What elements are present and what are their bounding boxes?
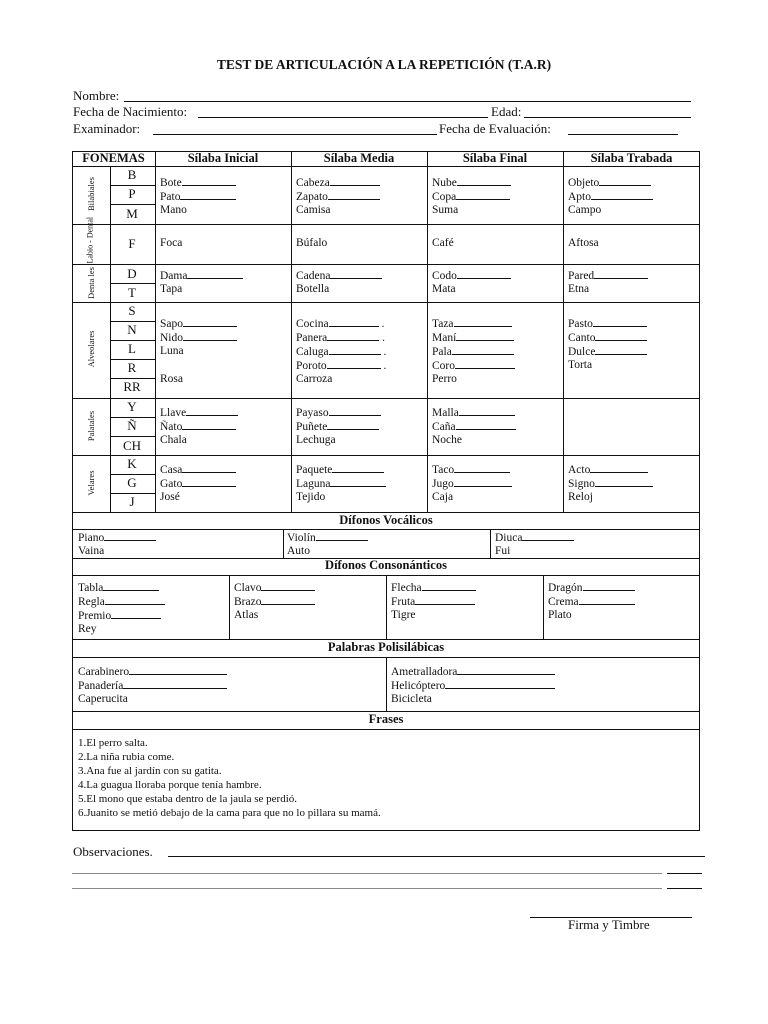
phoneme-t: T [128, 285, 136, 300]
word-item: Atlas [234, 609, 259, 621]
word-item: Codo [432, 268, 511, 283]
word-item: Tapa [160, 283, 183, 295]
word-item: Tabla [78, 580, 159, 595]
firma-label: Firma y Timbre [568, 917, 650, 932]
observaciones-line-end [667, 888, 702, 889]
word-item: Pato [160, 189, 236, 204]
word-item: Cadena [296, 268, 382, 283]
nombre-label: Nombre: [73, 88, 120, 103]
word-item: Piano [78, 530, 156, 545]
word-item: Canto [568, 330, 647, 345]
word-item: Café [432, 237, 454, 249]
word-item: Coro [432, 358, 515, 373]
phoneme-d: D [127, 266, 137, 281]
word-item: Panadería [78, 678, 227, 693]
word-item: Bicicleta [391, 693, 432, 705]
word-item: Rosa [160, 373, 183, 385]
word-item: Dulce [568, 344, 647, 359]
group-labiodental: Labio - Dental [85, 216, 95, 264]
word-item: Carabinero [78, 664, 227, 679]
word-item: Etna [568, 283, 590, 295]
phoneme-s: S [128, 303, 136, 318]
polisilabicas-heading: Palabras Polisilábicas [327, 640, 445, 654]
word-item: Perro [432, 373, 457, 385]
difonos-consonanticos-heading: Dífonos Consonánticos [325, 558, 447, 572]
word-item: Dama [160, 268, 243, 283]
word-item: Caña [432, 419, 516, 434]
word-item: Violín [287, 530, 368, 545]
word-item: Fruta [391, 594, 475, 609]
fecha-evaluacion-field[interactable] [568, 134, 678, 135]
word-item: Puñete [296, 419, 379, 434]
frase-item: 2.La niña rubia come. [78, 751, 175, 763]
word-item: Rey [78, 623, 97, 635]
word-item: Auto [287, 545, 310, 557]
word-item: Poroto . [296, 360, 387, 372]
phoneme-f: F [128, 236, 136, 251]
frase-item: 1.El perro salta. [78, 737, 148, 749]
phoneme-m: M [126, 206, 138, 221]
word-item: Dragón [548, 580, 635, 595]
word-item: Foca [160, 237, 183, 249]
word-item: Taza [432, 316, 512, 331]
col-silaba-final: Sílaba Final [462, 151, 528, 165]
phoneme-b: B [127, 167, 137, 182]
group-palatales: Palatales [86, 410, 96, 442]
word-item: José [160, 491, 180, 503]
word-item: Objeto [568, 175, 651, 190]
phoneme-ch: CH [122, 438, 142, 453]
word-item: Ametralladora [391, 664, 555, 679]
word-item: Pala [432, 344, 514, 359]
observaciones-line-end [667, 873, 702, 874]
word-item: Fui [495, 545, 511, 557]
word-item: Nube [432, 175, 511, 190]
word-item: Paquete [296, 462, 384, 477]
phoneme-rr: RR [123, 379, 141, 394]
phoneme-g: G [127, 475, 137, 490]
col-silaba-trabada: Sílaba Trabada [590, 151, 673, 165]
word-item: Ñato [160, 419, 236, 434]
word-item: Crema [548, 594, 635, 609]
word-item: Payaso [296, 405, 381, 420]
col-silaba-inicial: Sílaba Inicial [187, 151, 259, 165]
word-item: Luna [160, 345, 184, 357]
nombre-field[interactable] [124, 101, 691, 102]
examinador-field[interactable] [153, 134, 437, 135]
word-item: Cabeza [296, 175, 380, 190]
frase-item: 6.Juanito se metió debajo de la cama para que no lo pillara su mamá. [78, 807, 381, 819]
frase-item: 5.El mono que estaba dentro de la jaula se perdió. [78, 793, 298, 805]
group-dentales: Denta les [86, 267, 96, 299]
word-item: Torta [568, 359, 593, 371]
word-item: Nido [160, 330, 237, 345]
word-item: Botella [296, 283, 330, 295]
word-item: Sapo [160, 316, 237, 331]
word-item: Brazo [234, 594, 315, 609]
phoneme-p: P [128, 186, 136, 201]
word-item: Pared [568, 268, 648, 283]
word-item: Campo [568, 204, 602, 216]
word-item: Tigre [391, 609, 416, 621]
word-item: Pasto [568, 316, 647, 331]
word-item: Regla [78, 594, 165, 609]
phoneme-enye: Ñ [127, 418, 137, 433]
word-item: Malla [432, 405, 515, 420]
observaciones-line[interactable] [72, 873, 662, 874]
group-velares: Velares [86, 470, 96, 496]
edad-field[interactable] [524, 117, 691, 118]
word-item: Búfalo [296, 237, 328, 249]
word-item: Jugo [432, 476, 512, 491]
word-item: Tejido [296, 491, 326, 503]
word-item: Premio [78, 608, 161, 623]
word-item: Plato [548, 609, 572, 621]
phoneme-r: R [127, 360, 137, 375]
group-alveolares: Alveolares [86, 330, 96, 368]
word-item: Llave [160, 405, 238, 420]
frases-heading: Frases [368, 712, 404, 726]
word-item: Casa [160, 462, 236, 477]
frase-item: 3.Ana fue al jardín con su gatita. [78, 765, 222, 777]
word-item: Clavo [234, 580, 315, 595]
phoneme-y: Y [127, 399, 137, 414]
word-item: Helicóptero [391, 678, 555, 693]
col-fonemas: FONEMAS [82, 151, 145, 165]
word-item: Flecha [391, 580, 476, 595]
word-item: Bote [160, 175, 236, 190]
word-item: Caperucita [78, 693, 128, 705]
observaciones-label: Observaciones. [73, 844, 153, 859]
word-item: Laguna [296, 476, 386, 491]
word-item: Acto [568, 462, 648, 477]
phoneme-j: J [129, 494, 135, 509]
phoneme-l: L [128, 341, 136, 356]
word-item: Gato [160, 476, 236, 491]
examinador-label: Examinador: [73, 121, 141, 136]
word-item: Caja [432, 491, 454, 503]
fecha-nacimiento-field[interactable] [198, 117, 488, 118]
word-item: Lechuga [296, 434, 336, 446]
col-silaba-media: Sílaba Media [323, 151, 395, 165]
word-item: Chala [160, 434, 187, 446]
word-item: Vaina [78, 545, 105, 557]
observaciones-line[interactable] [72, 888, 662, 889]
word-item: Copa [432, 189, 510, 204]
phoneme-n: N [127, 322, 137, 337]
word-item: Caluga . [296, 346, 387, 358]
phoneme-k: K [127, 456, 137, 471]
word-item: Noche [432, 434, 463, 446]
word-item: Taco [432, 462, 510, 477]
word-item: Mano [160, 204, 187, 216]
group-bilabiales: Bilabiales [86, 177, 96, 211]
word-item: Reloj [568, 491, 593, 503]
word-item: Mata [432, 283, 456, 295]
word-item: Zapato [296, 189, 380, 204]
page-title: TEST DE ARTICULACIÓN A LA REPETICIÓN (T.A.R) [216, 57, 552, 72]
fecha-evaluacion-label: Fecha de Evaluación: [439, 121, 551, 136]
observaciones-field[interactable] [168, 856, 705, 857]
edad-label: Edad: [491, 104, 522, 119]
word-item: Carroza [296, 373, 333, 385]
fecha-nacimiento-label: Fecha de Nacimiento: [73, 104, 188, 119]
word-item: Apto [568, 189, 653, 204]
difonos-vocalicos-heading: Dífonos Vocálicos [339, 513, 433, 527]
word-item: Maní [432, 330, 514, 345]
word-item: Diuca [495, 530, 574, 545]
word-item: Aftosa [568, 237, 599, 249]
word-item: Camisa [296, 204, 331, 216]
word-item: Cocina . [296, 318, 385, 330]
word-item: Panera . [296, 332, 386, 344]
frase-item: 4.La guagua lloraba porque tenía hambre. [78, 779, 262, 791]
word-item: Suma [432, 204, 459, 216]
word-item: Signo [568, 476, 653, 491]
